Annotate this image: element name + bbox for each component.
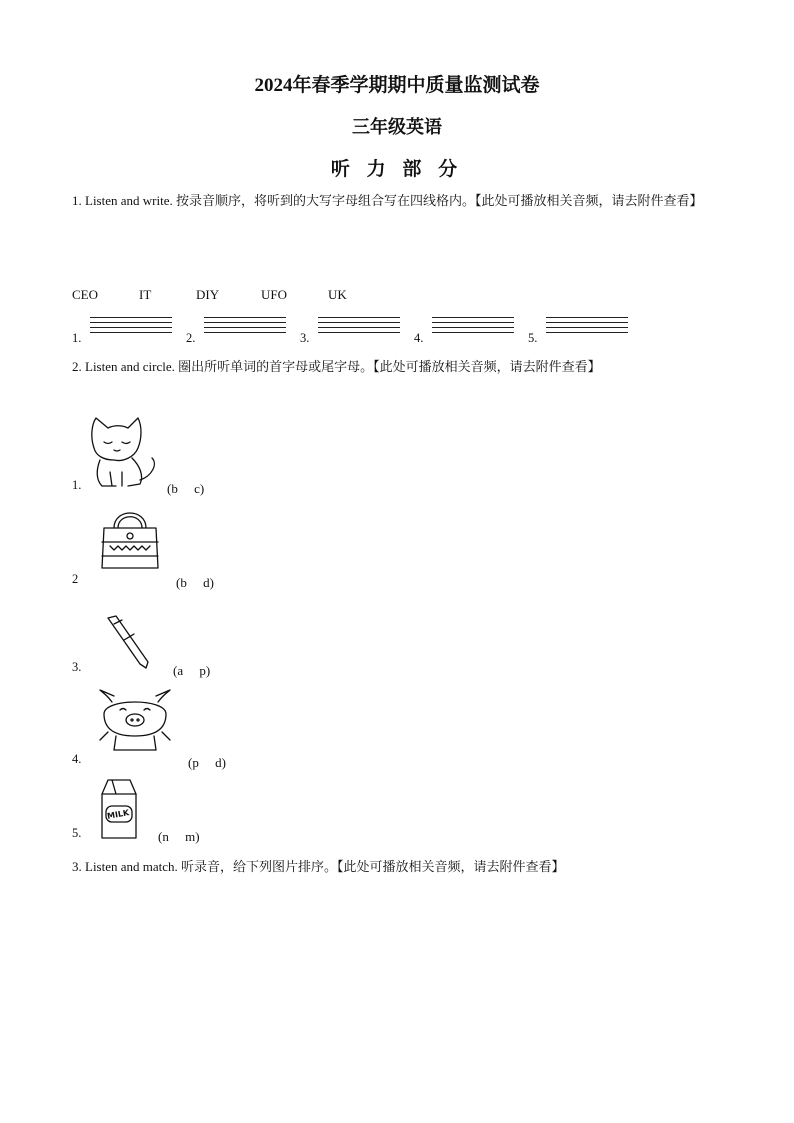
- q1-prompt: 1. Listen and write. 按录音顺序，将听到的大写字母组合写在四线格内。【此处可播放相关音频，请去附件查看】: [72, 193, 703, 208]
- q1-word: CEO: [72, 287, 98, 302]
- q1-word: DIY: [196, 287, 220, 302]
- cat-icon: [86, 414, 166, 492]
- four-line-grid[interactable]: [318, 317, 400, 335]
- page-title: 2024年春季学期期中质量监测试卷: [254, 75, 540, 96]
- bag-icon: [100, 506, 160, 574]
- q1-word: UK: [328, 287, 347, 302]
- q2-item-number: 5.: [72, 826, 82, 840]
- four-line-grid[interactable]: [546, 317, 628, 335]
- page-subtitle: 三年级英语: [352, 117, 442, 137]
- four-line-grid[interactable]: [204, 317, 286, 335]
- q2-choices[interactable]: (a p): [173, 663, 211, 678]
- q2-item-number: 2: [72, 572, 79, 586]
- q2-item-number: 3.: [72, 660, 82, 674]
- q1-word: IT: [139, 287, 152, 302]
- q2-choices[interactable]: (b d): [176, 575, 214, 590]
- q2-item-number: 4.: [72, 752, 82, 766]
- four-line-grid[interactable]: [432, 317, 514, 335]
- section-title: 听 力 部 分: [330, 159, 464, 180]
- q1-slot-number: 2.: [186, 331, 196, 345]
- q3-prompt: 3. Listen and match. 听录音，给下列图片排序。【此处可播放相关音频，请去附件查看】: [72, 859, 565, 874]
- q2-choices[interactable]: (b c): [167, 481, 205, 496]
- q2-prompt: 2. Listen and circle. 圈出所听单词的首字母或尾字母。【此处可播放相关音频，请去附件查看】: [72, 359, 601, 374]
- q1-slot-number: 1.: [72, 331, 82, 345]
- pig-icon: [98, 688, 172, 754]
- q1-word: UFO: [261, 287, 288, 302]
- q1-slot-number: 5.: [528, 331, 538, 345]
- pen-icon: [104, 614, 154, 670]
- q1-slot-number: 4.: [414, 331, 424, 345]
- q1-slot-number: 3.: [300, 331, 310, 345]
- milk-label: MILK: [106, 808, 130, 821]
- q2-choices[interactable]: (n m): [158, 829, 200, 844]
- q2-item-number: 1.: [72, 478, 82, 492]
- q2-choices[interactable]: (p d): [188, 755, 226, 770]
- four-line-grid[interactable]: [90, 317, 172, 335]
